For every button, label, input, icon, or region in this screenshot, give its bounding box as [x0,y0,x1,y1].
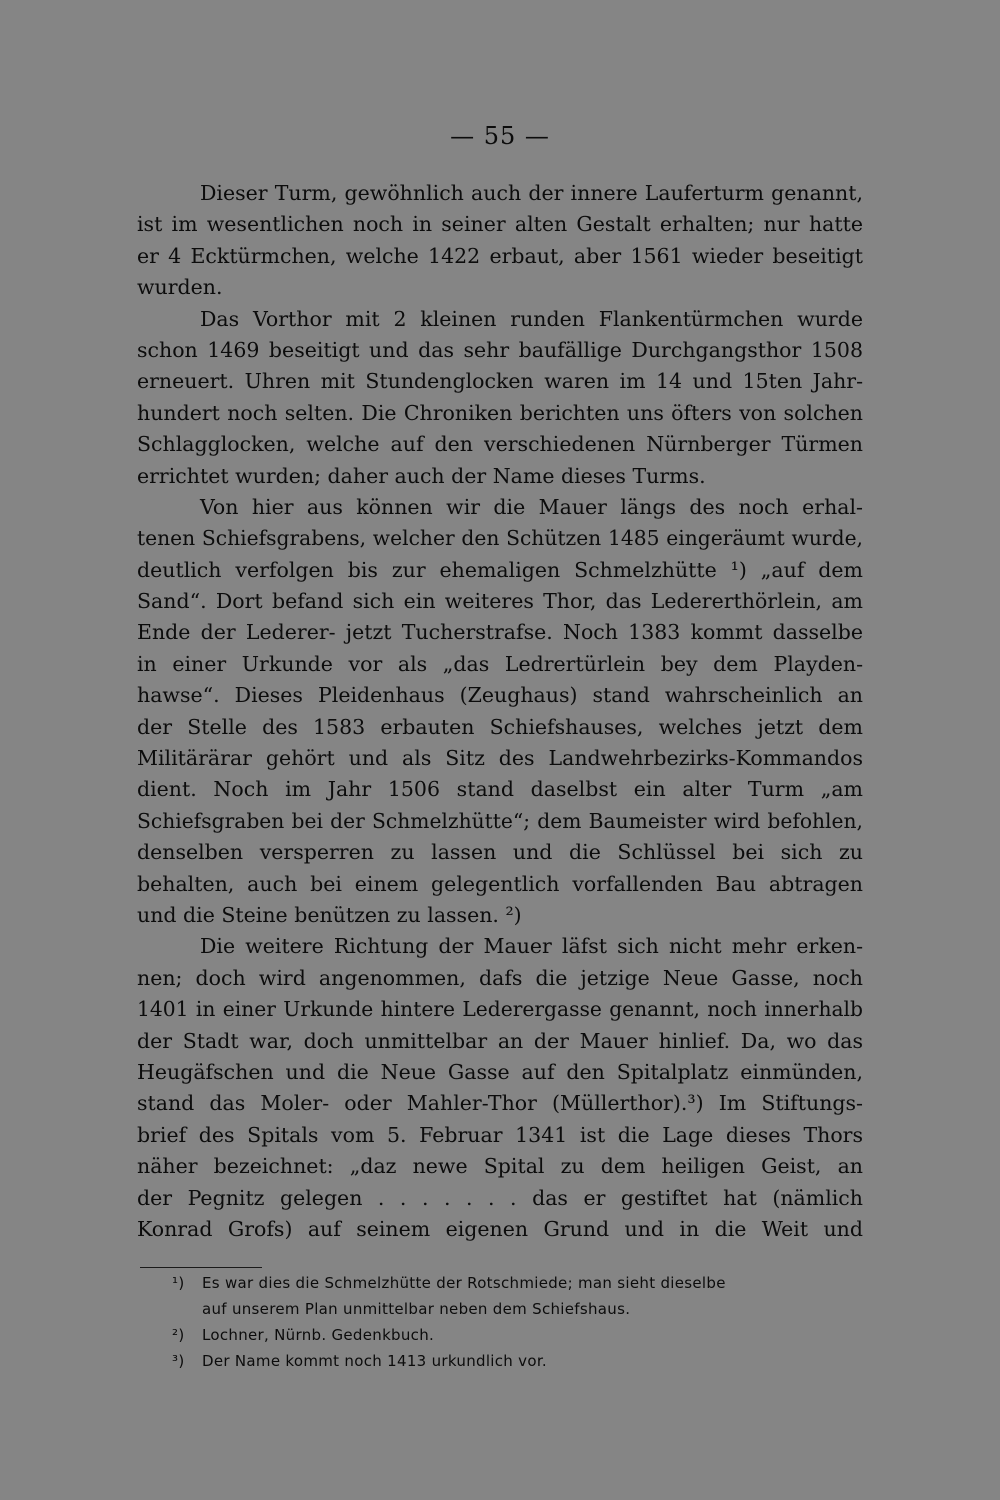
footnote-3 [172,1348,872,1374]
text-line: er 4 Ecktürmchen, welche 1422 erbaut, aber 1561 wieder beseitigt [137,243,863,268]
footnote-divider [140,1267,262,1268]
text-line: stand das Moler- oder Mahler-Thor (Müllerthor).³) Im Stiftungs- [137,1091,863,1116]
footnote-text: Der Name kommt noch 1413 urkundlich vor. [202,1352,547,1370]
text-line: Konrad Grofs) auf seinem eigenen Grund und in die Weit und [137,1216,863,1241]
page-number: — 55 — [450,122,550,150]
text-line: Das Vorthor mit 2 kleinen runden Flankentürmchen wurde [200,306,863,331]
text-line: Militärärar gehört und als Sitz des Landwehrbezirks-Kommandos [137,746,863,771]
text-line: der Stadt war, doch unmittelbar an der Mauer hinlief. Da, wo das [137,1028,863,1053]
text-line: der Pegnitz gelegen . . . . . . . das er gestiftet hat (nämlich [137,1185,863,1210]
text-line: Dieser Turm, gewöhnlich auch der innere Lauferturm genannt, [200,181,863,205]
text-line: ist im wesentlichen noch in seiner alten Gestalt erhalten; nur hatte [137,212,863,237]
text-line: schon 1469 beseitigt und das sehr baufällige Durchgangsthor 1508 [137,337,863,362]
footnote-marker: ¹) [172,1274,185,1292]
text-line: tenen Schiefsgrabens, welcher den Schützen 1485 eingeräumt wurde, [137,526,863,551]
text-line: Schlagglocken, welche auf den verschiedenen Nürnberger Türmen [137,432,863,457]
footnote-marker: ²) [172,1326,185,1344]
text-line: näher bezeichnet: „daz newe Spital zu dem heiligen Geist, an [137,1154,863,1179]
text-line: behalten, auch bei einem gelegentlich vorfallenden Bau abtragen [137,871,863,896]
body-text [137,178,863,1245]
text-line: Von hier aus können wir die Mauer längs des noch erhal- [200,494,863,519]
footnote-marker: ³) [172,1352,185,1370]
text-line: der Stelle des 1583 erbauten Schiefshauses, welches jetzt dem [137,714,863,739]
footnote-1 [172,1270,872,1296]
text-line: erneuert. Uhren mit Stundenglocken waren im 14 und 15ten Jahr- [137,369,863,394]
text-line: Sand“. Dort befand sich ein weiteres Thor, das Ledererthörlein, am [137,589,863,614]
footnote-1-continued: auf unserem Plan unmittelbar neben dem Schiefshaus. [202,1300,631,1318]
text-line: hundert noch selten. Die Chroniken berichten uns öfters von solchen [137,400,863,425]
text-line: in einer Urkunde vor als „das Ledrertürlein bey dem Playden- [137,651,863,676]
text-line: denselben versperren zu lassen und die Schlüssel bei sich zu [137,840,863,865]
text-line: 1401 in einer Urkunde hintere Lederergasse genannt, noch innerhalb [137,997,863,1022]
text-line: dient. Noch im Jahr 1506 stand daselbst ein alter Turm „am [137,777,863,802]
text-line: Ende der Lederer- jetzt Tucherstrafse. Noch 1383 kommt dasselbe [137,620,863,645]
text-line: wurden. [137,275,223,300]
footnote-2 [172,1322,872,1348]
text-line: errichtet wurden; daher auch der Name dieses Turms. [137,463,706,488]
footnote-text: Lochner, Nürnb. Gedenkbuch. [202,1326,435,1344]
text-line: Die weitere Richtung der Mauer läfst sich nicht mehr erken- [200,934,863,959]
footnotes [172,1270,872,1374]
footnote-text: Es war dies die Schmelzhütte der Rotschmiede; man sieht dieselbe [202,1274,726,1292]
text-line: Schiefsgraben bei der Schmelzhütte“; dem Baumeister wird befohlen, [137,808,863,833]
text-line: hawse“. Dieses Pleidenhaus (Zeughaus) stand wahrscheinlich an [137,683,863,708]
text-line: Heugäfschen und die Neue Gasse auf den Spitalplatz einmünden, [137,1059,863,1084]
text-line: brief des Spitals vom 5. Februar 1341 ist die Lage dieses Thors [137,1122,863,1147]
text-line: nen; doch wird angenommen, dafs die jetzige Neue Gasse, noch [137,965,863,990]
text-line: und die Steine benützen zu lassen. ²) [137,902,522,927]
text-line: deutlich verfolgen bis zur ehemaligen Schmelzhütte ¹) „auf dem [137,557,863,582]
